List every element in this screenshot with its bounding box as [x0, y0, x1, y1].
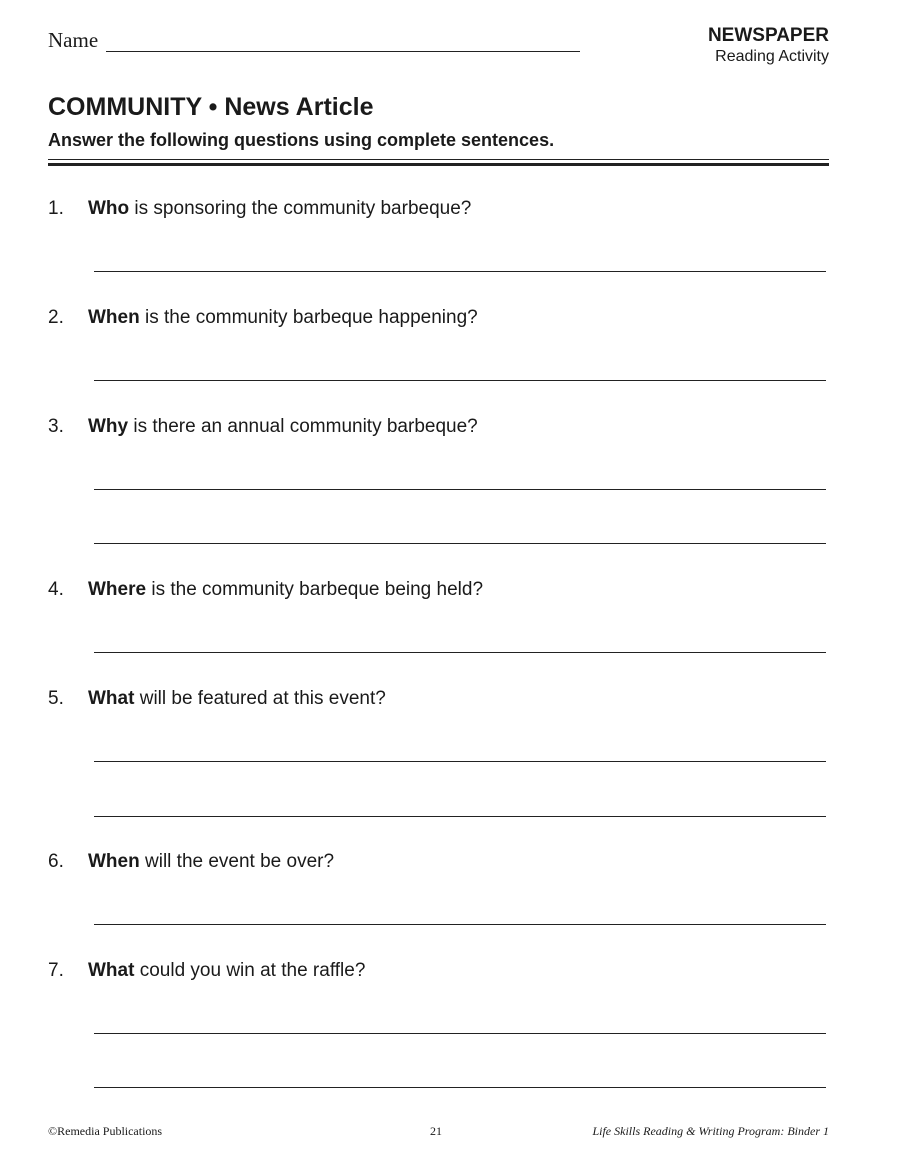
answer-line[interactable]	[94, 489, 826, 490]
question-5	[48, 687, 386, 711]
question-number: 4.	[48, 579, 64, 600]
worksheet-subtitle: Reading Activity	[715, 48, 829, 65]
answer-line[interactable]	[94, 816, 826, 817]
name-field-row	[48, 28, 580, 52]
question-4	[48, 578, 483, 602]
question-text: could you win at the raffle?	[134, 960, 366, 981]
worksheet-header	[708, 25, 829, 67]
question-text: will the event be over?	[139, 851, 335, 872]
question-keyword: Why	[88, 416, 129, 437]
question-text: is the community barbeque being held?	[146, 579, 484, 600]
name-label: Name	[48, 28, 99, 52]
question-1	[48, 197, 471, 221]
worksheet-category: NEWSPAPER	[707, 25, 829, 46]
answer-line[interactable]	[94, 1087, 826, 1088]
question-keyword: When	[88, 307, 140, 328]
question-keyword: When	[88, 851, 140, 872]
page-title: COMMUNITY • News Article	[48, 93, 374, 121]
answer-line[interactable]	[94, 380, 826, 381]
question-keyword: Who	[88, 198, 130, 219]
answer-line[interactable]	[94, 271, 826, 272]
page-number: 21	[430, 1124, 442, 1138]
answer-line[interactable]	[94, 652, 826, 653]
answer-line[interactable]	[94, 761, 826, 762]
question-number: 2.	[48, 307, 64, 328]
instructions: Answer the following questions using complete sentences.	[48, 130, 555, 150]
footer-program: Life Skills Reading & Writing Program: Binder 1	[592, 1124, 829, 1138]
question-text: is there an annual community barbeque?	[128, 416, 478, 437]
answer-line[interactable]	[94, 924, 826, 925]
header-divider-thin	[48, 159, 829, 160]
answer-line[interactable]	[94, 1033, 826, 1034]
header-divider-thick	[48, 163, 829, 166]
question-2	[48, 306, 478, 330]
question-number: 5.	[48, 688, 64, 709]
answer-line[interactable]	[94, 543, 826, 544]
question-text: is sponsoring the community barbeque?	[129, 198, 472, 219]
footer-publisher: ©Remedia Publications	[48, 1124, 163, 1138]
question-number: 3.	[48, 416, 64, 437]
question-keyword: What	[88, 688, 135, 709]
question-6	[48, 850, 334, 874]
question-keyword: Where	[88, 579, 147, 600]
question-number: 7.	[48, 960, 64, 981]
question-7	[48, 959, 365, 983]
question-text: will be featured at this event?	[134, 688, 386, 709]
question-keyword: What	[88, 960, 135, 981]
question-number: 1.	[48, 198, 64, 219]
name-input-line[interactable]	[106, 31, 580, 52]
question-text: is the community barbeque happening?	[139, 307, 478, 328]
question-number: 6.	[48, 851, 64, 872]
question-3	[48, 415, 478, 439]
